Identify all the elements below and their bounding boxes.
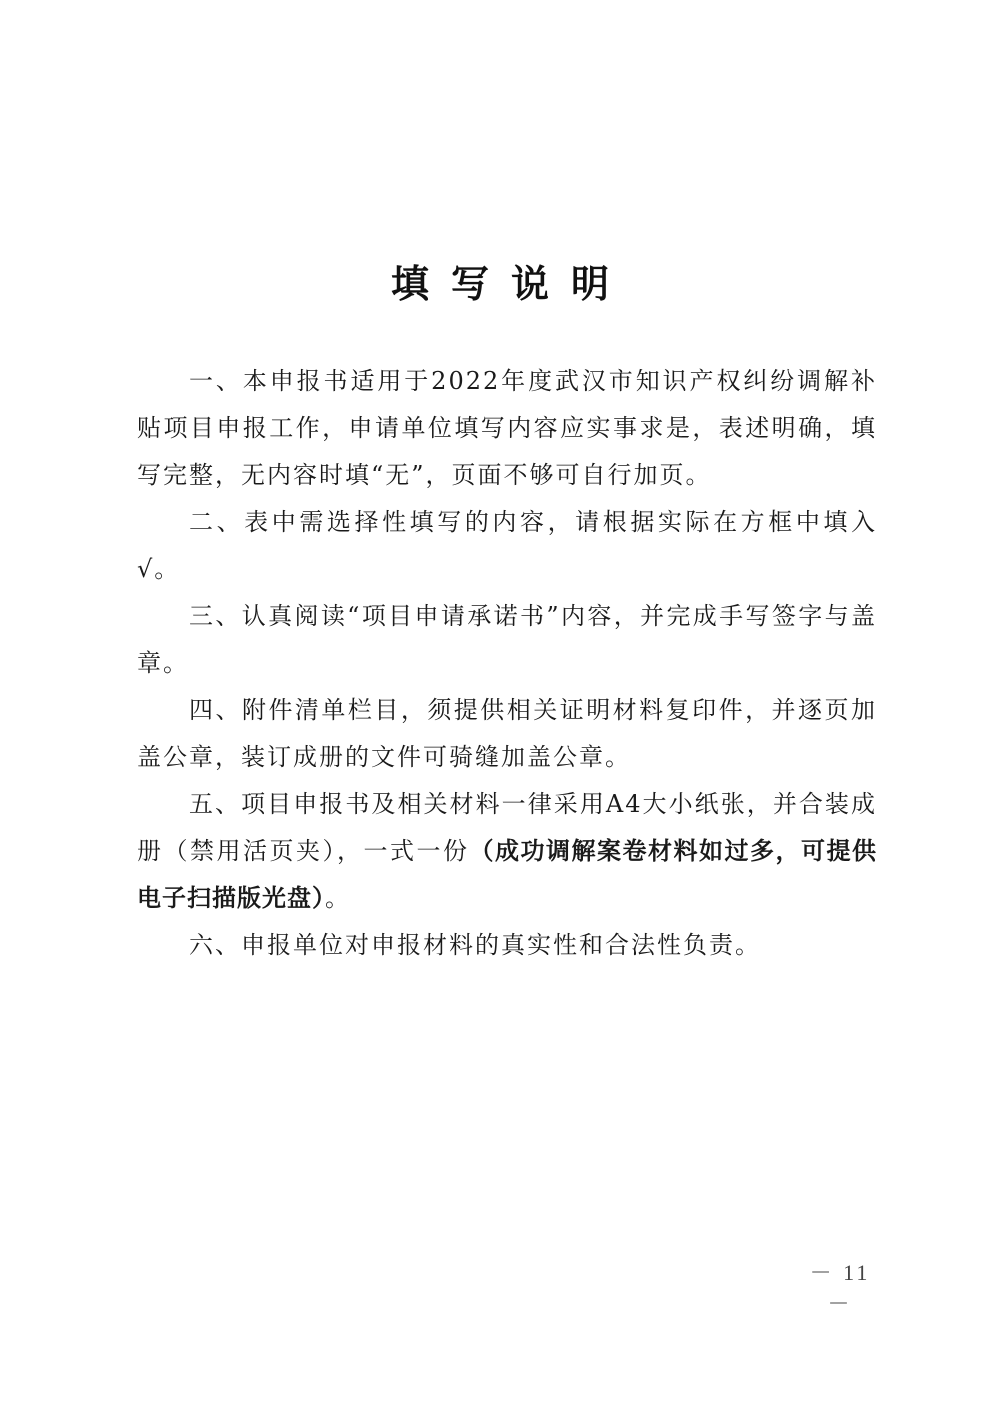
instruction-paragraph-3: 三、认真阅读“项目申请承诺书”内容，并完成手写签字与盖章。 [137,602,877,677]
instruction-paragraph-2: 二、表中需选择性填写的内容，请根据实际在方框中填入√。 [137,508,877,583]
instruction-paragraph-5 [137,781,877,922]
instruction-paragraph-5-end: 。 [325,884,351,912]
instruction-paragraph-1: 一、本申报书适用于2022年度武汉市知识产权纠纷调解补贴项目申报工作，申请单位填写内容应实事求是，表述明确，填写完整，无内容时填“无”，页面不够可自行加页。 [137,367,877,489]
page-title: 填写说明 [390,262,631,306]
page-number: － 11 － [809,1260,871,1316]
instructions-body [137,358,877,969]
instruction-paragraph-5-bold-note: （成功调解案卷材料如过多，可提供电子扫描版光盘） [137,837,877,912]
instruction-paragraph-4: 四、附件清单栏目，须提供相关证明材料复印件，并逐页加盖公章，装订成册的文件可骑缝加盖公章。 [137,696,877,771]
instruction-paragraph-5-text: 五、项目申报书及相关材料一律采用A4大小纸张，并合装成册（禁用活页夹），一式一份 [137,790,877,865]
instruction-paragraph-6: 六、申报单位对申报材料的真实性和合法性负责。 [189,931,761,959]
